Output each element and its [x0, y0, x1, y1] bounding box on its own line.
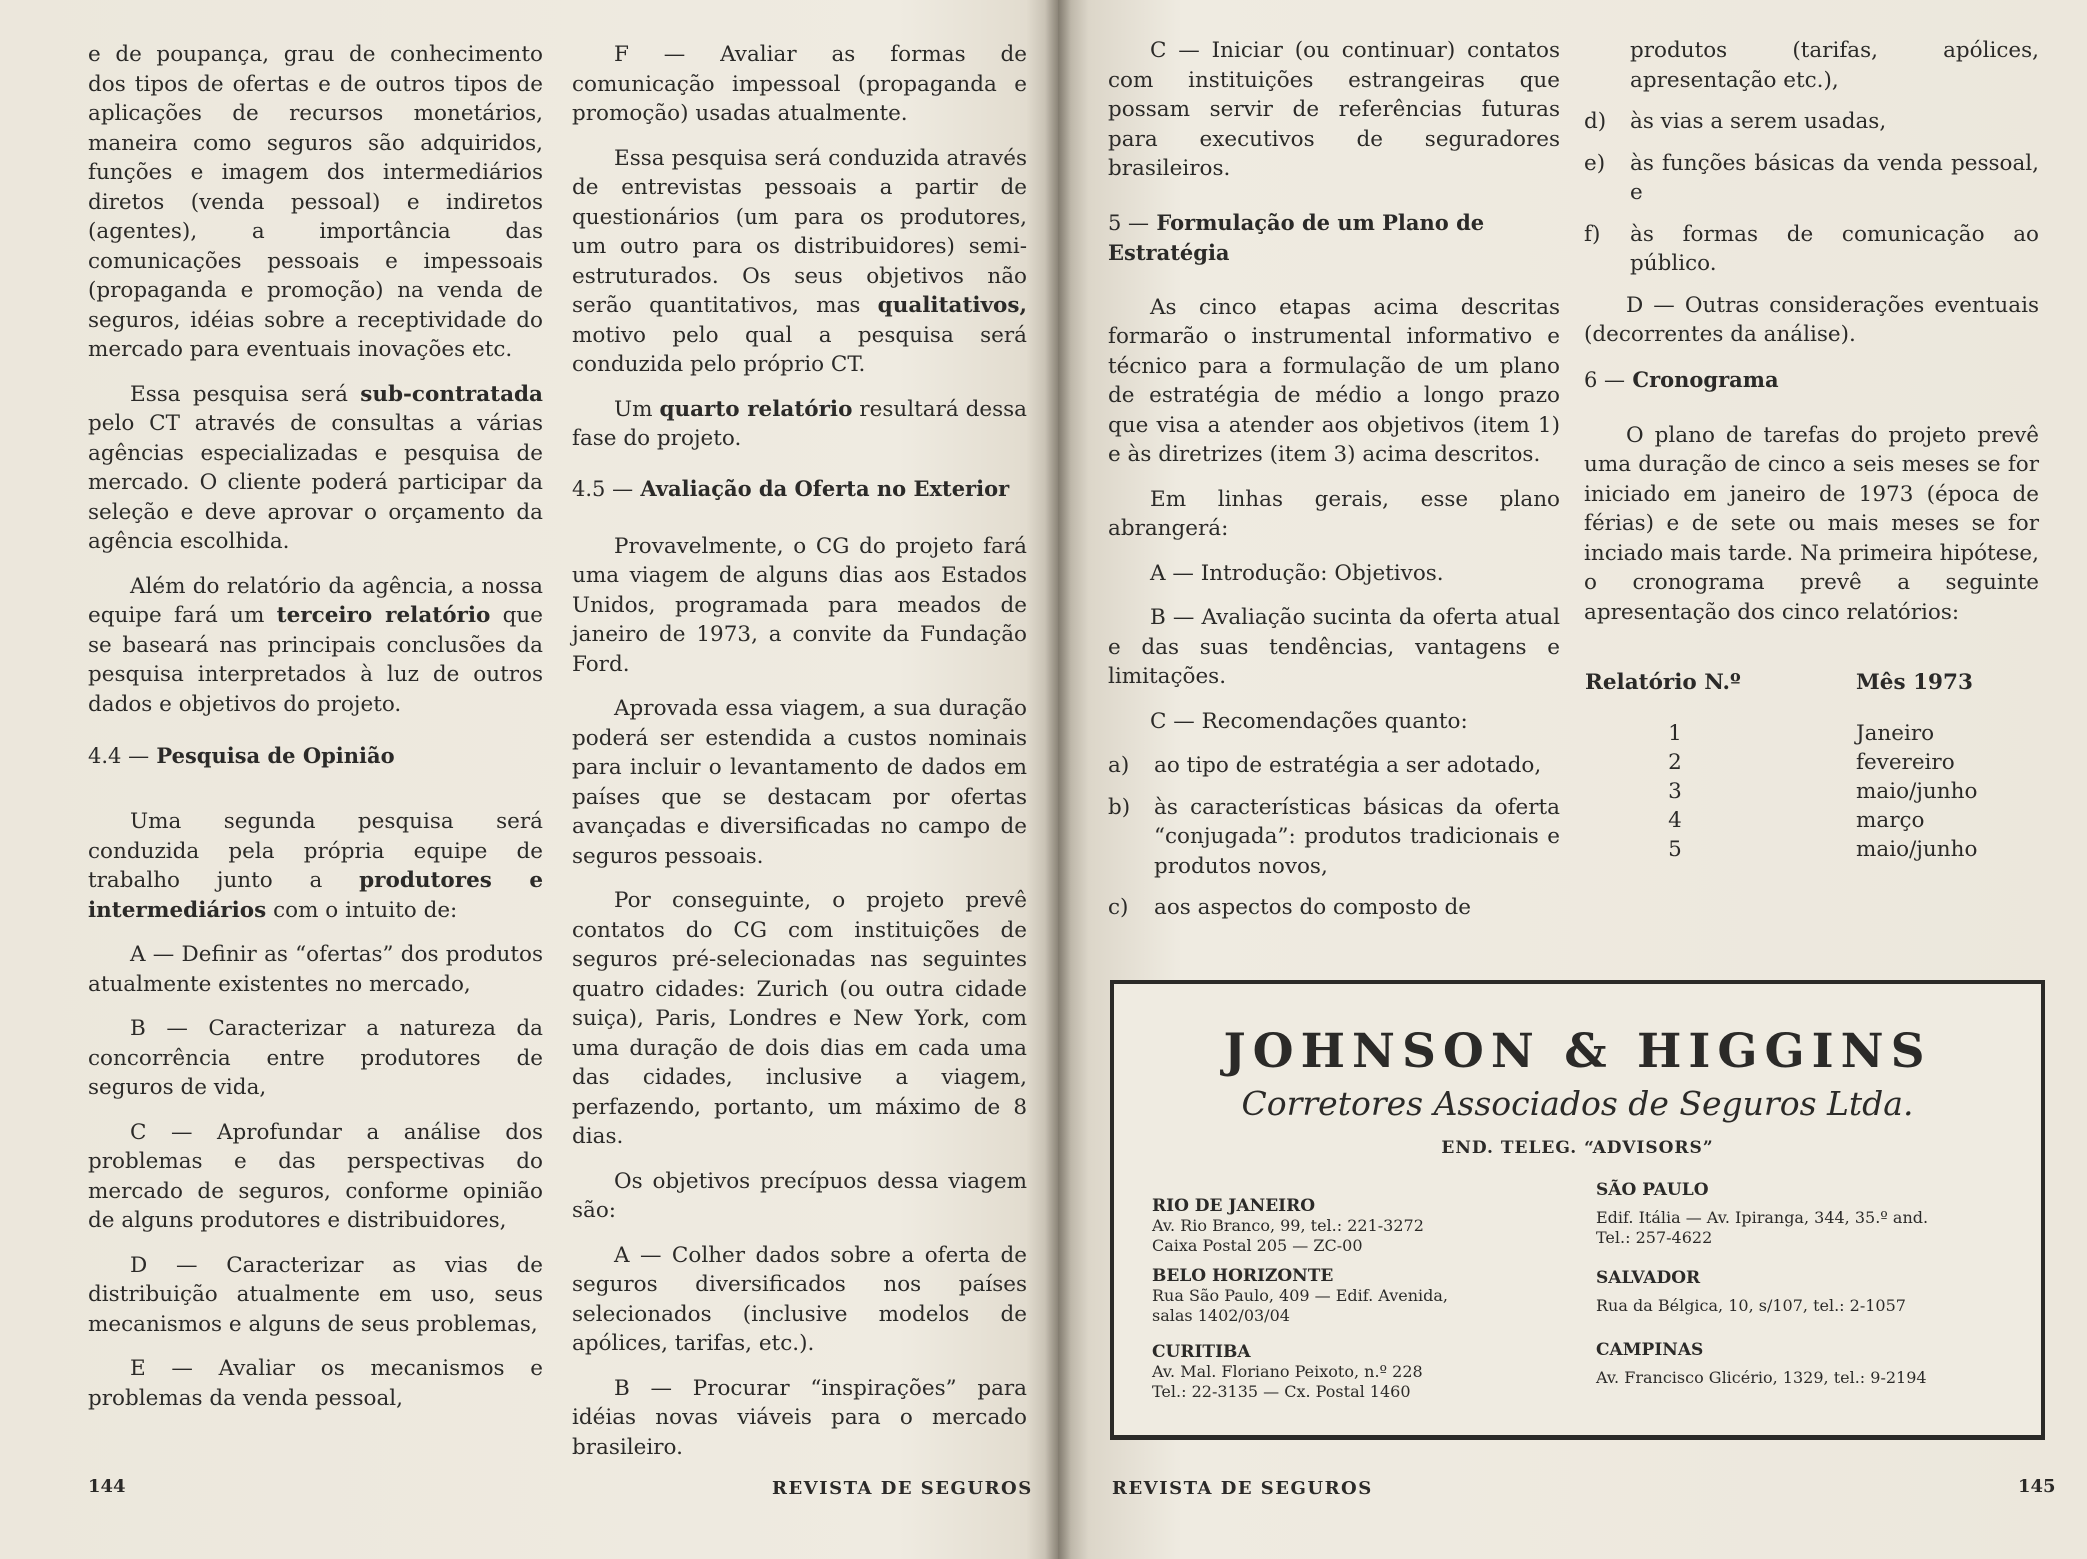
sub-list	[1108, 751, 1560, 923]
list-item: A — Colher dados sobre a oferta de seguros diversificados nos países selecionados (inclusive modelos de apólices, tarifas, etc.).	[572, 1242, 1027, 1356]
list-item: F — Avaliar as formas de comunicação impessoal (propaganda e promoção) usadas atualmente.	[572, 42, 1027, 126]
paragraph: O plano de tarefas do projeto prevê uma duração de cinco a seis meses se for iniciado em janeiro de 1973 (época de férias) e de sete ou mais meses se for inciado mais tarde. Na primeira hipótese, o cronograma prevê a seguinte apresentação dos cinco relatórios:	[1584, 422, 2039, 625]
office-salvador: SALVADOR Rua da Bélgica, 10, s/107, tel.: 2-1057	[1596, 1268, 1906, 1315]
paragraph: produtos (tarifas, apólices, apresentação etc.),	[1630, 38, 2039, 93]
ad-company-subtitle: Corretores Associados de Seguros Ltda.	[1241, 1084, 1914, 1123]
paragraph: Em linhas gerais, esse plano abrangerá:	[1108, 486, 1560, 541]
left-column-2	[572, 40, 1027, 1477]
list-item: C — Aprofundar a análise dos problemas e das perspectivas do mercado de seguros, conforme opinião de alguns produtores e distribuidores,	[88, 1119, 543, 1233]
sub-list	[1584, 107, 2039, 279]
left-column-1	[88, 40, 543, 1428]
list-item: C — Iniciar (ou continuar) contatos com instituições estrangeiras que possam servir de referências futuras para executivos de seguradores brasileiros.	[1108, 38, 1560, 181]
list-item: E — Avaliar os mecanismos e problemas da venda pessoal,	[88, 1356, 543, 1411]
right-column-2	[1584, 36, 2039, 864]
advertisement-box	[1110, 980, 2045, 1440]
section-heading-5: 5 — Formulação de um Plano de Estratégia	[1108, 209, 1485, 265]
schedule-table	[1584, 667, 2039, 864]
paragraph: Provavelmente, o CG do projeto fará uma viagem de alguns dias aos Estados Unidos, programada para meados de janeiro de 1973, a convite da Fundação Ford.	[572, 533, 1027, 677]
sub-list-item: b) às características básicas da oferta “conjugada”: produtos tradicionais e produtos novos,	[1108, 794, 1560, 879]
sub-list-item: c) aos aspectos do composto de	[1108, 895, 1472, 920]
table-row: 2 fevereiro	[1668, 750, 1955, 775]
paragraph: Uma segunda pesquisa será conduzida pela própria equipe de trabalho junto a produtores e intermediários com o intuito de:	[88, 809, 543, 923]
page-number: 144	[88, 1476, 126, 1497]
sub-list-item: e) às funções básicas da venda pessoal, e	[1584, 150, 2039, 205]
section-heading-6: 6 — Cronograma	[1584, 366, 1779, 392]
office-rio-de-janeiro: RIO DE JANEIRO Av. Rio Branco, 99, tel.: 221-3272 Caixa Postal 205 — ZC-00	[1152, 1196, 1424, 1255]
office-sao-paulo: SÃO PAULO Edif. Itália — Av. Ipiranga, 344, 35.º and. Tel.: 257-4622	[1596, 1180, 1929, 1247]
sub-list-item: d) às vias a serem usadas,	[1584, 109, 1887, 134]
right-column-1	[1108, 36, 1560, 935]
paragraph: Essa pesquisa será sub-contratada pelo CT através de consultas a várias agências especializadas e pesquisa de mercado. O cliente poderá participar da seleção e deve aprovar o orçamento da agência escolhida.	[88, 381, 543, 554]
page-number: 145	[2018, 1476, 2056, 1497]
sub-list-item: f) às formas de comunicação ao público.	[1584, 221, 2039, 276]
list-item: B — Caracterizar a natureza da concorrência entre produtores de seguros de vida,	[88, 1016, 543, 1100]
list-item: B — Procurar “inspirações” para idéias novas viáveis para o mercado brasileiro.	[572, 1375, 1027, 1460]
paragraph: Aprovada essa viagem, a sua duração poderá ser estendida a custos nominais para incluir o levantamento de dados em países que se destacam por ofertas avançadas e diversificadas no campo de seguros pessoais.	[572, 696, 1027, 869]
sub-list-item: a) ao tipo de estratégia a ser adotado,	[1108, 753, 1542, 778]
footer-journal-title: REVISTA DE SEGUROS	[772, 1478, 1033, 1499]
list-item: D — Outras considerações eventuais (decorrentes da análise).	[1584, 292, 2039, 347]
list-item: D — Caracterizar as vias de distribuição atualmente em uso, seus mecanismos e alguns de seus problemas,	[88, 1252, 543, 1337]
office-belo-horizonte: BELO HORIZONTE Rua São Paulo, 409 — Edif. Avenida, salas 1402/03/04	[1152, 1266, 1448, 1325]
table-row: 4 março	[1668, 808, 1925, 833]
paragraph: Por conseguinte, o projeto prevê contatos do CG com instituições de seguros pré-selecionadas nas seguintes quatro cidades: Zurich (ou outra cidade suiça), Paris, Londres e New York, com uma duração de dois dias em cada uma das cidades, inclusive a viagem, perfazendo, portanto, um máximo de 8 dias.	[572, 888, 1027, 1149]
office-campinas: CAMPINAS Av. Francisco Glicério, 1329, tel.: 9-2194	[1596, 1340, 1927, 1387]
table-header: Mês 1973	[1856, 670, 1973, 695]
paragraph: e de poupança, grau de conhecimento dos tipos de ofertas e de outros tipos de aplicações de recursos monetários, maneira como seguros são adquiridos, funções e imagem dos intermediários diretos (venda pessoal) e indiretos (agentes), a importância das comunicações pessoais e impessoais (propaganda e promoção) na venda de seguros, idéias sobre a receptividade do mercado para eventuais inovações etc.	[88, 42, 543, 362]
office-curitiba: CURITIBA Av. Mal. Floriano Peixoto, n.º 228 Tel.: 22-3135 — Cx. Postal 1460	[1152, 1342, 1423, 1401]
table-row: 1 Janeiro	[1668, 721, 1935, 746]
paragraph: Os objetivos precípuos dessa viagem são:	[572, 1168, 1027, 1223]
section-heading-4-5: 4.5 — Avaliação da Oferta no Exterior	[572, 475, 1010, 501]
table-header-row	[1584, 667, 2039, 719]
table-header: Relatório N.º	[1585, 670, 1741, 695]
section-heading-4-4: 4.4 — Pesquisa de Opinião	[88, 743, 395, 768]
table-row: 3 maio/junho	[1668, 779, 1978, 804]
paragraph: Essa pesquisa será conduzida através de entrevistas pessoais a partir de questionários (um para os produtores, um outro para os distribuidores) semi-estruturados. Os seus objetivos não serão quantitativos, mas qualitativos, motivo pelo qual a pesquisa será conduzida pelo próprio CT.	[572, 145, 1027, 377]
book-spine-shadow	[1045, 0, 1071, 1559]
paragraph: As cinco etapas acima descritas formarão o instrumental informativo e técnico para a formulação de um plano de estratégia de médio a longo prazo que visa a atender aos objetivos (item 1) e às diretrizes (item 3) acima descritos.	[1108, 294, 1560, 467]
paragraph: Além do relatório da agência, a nossa equipe fará um terceiro relatório que se baseará nas principais conclusões da pesquisa interpretados à luz de outros dados e objetivos do projeto.	[88, 573, 543, 717]
list-item: A — Introdução: Objetivos.	[1150, 560, 1444, 586]
paragraph: Um quarto relatório resultará dessa fase do projeto.	[572, 396, 1027, 451]
list-item: A — Definir as “ofertas” dos produtos atualmente existentes no mercado,	[88, 942, 543, 997]
list-item: C — Recomendações quanto:	[1150, 708, 1468, 734]
footer-journal-title: REVISTA DE SEGUROS	[1112, 1478, 1373, 1499]
ad-telegraph-address: END. TELEG. “ADVISORS”	[1441, 1138, 1714, 1158]
ad-company-name: JOHNSON & HIGGINS	[1223, 1024, 1932, 1079]
table-row: 5 maio/junho	[1668, 837, 1978, 862]
list-item: B — Avaliação sucinta da oferta atual e das suas tendências, vantagens e limitações.	[1108, 605, 1560, 689]
